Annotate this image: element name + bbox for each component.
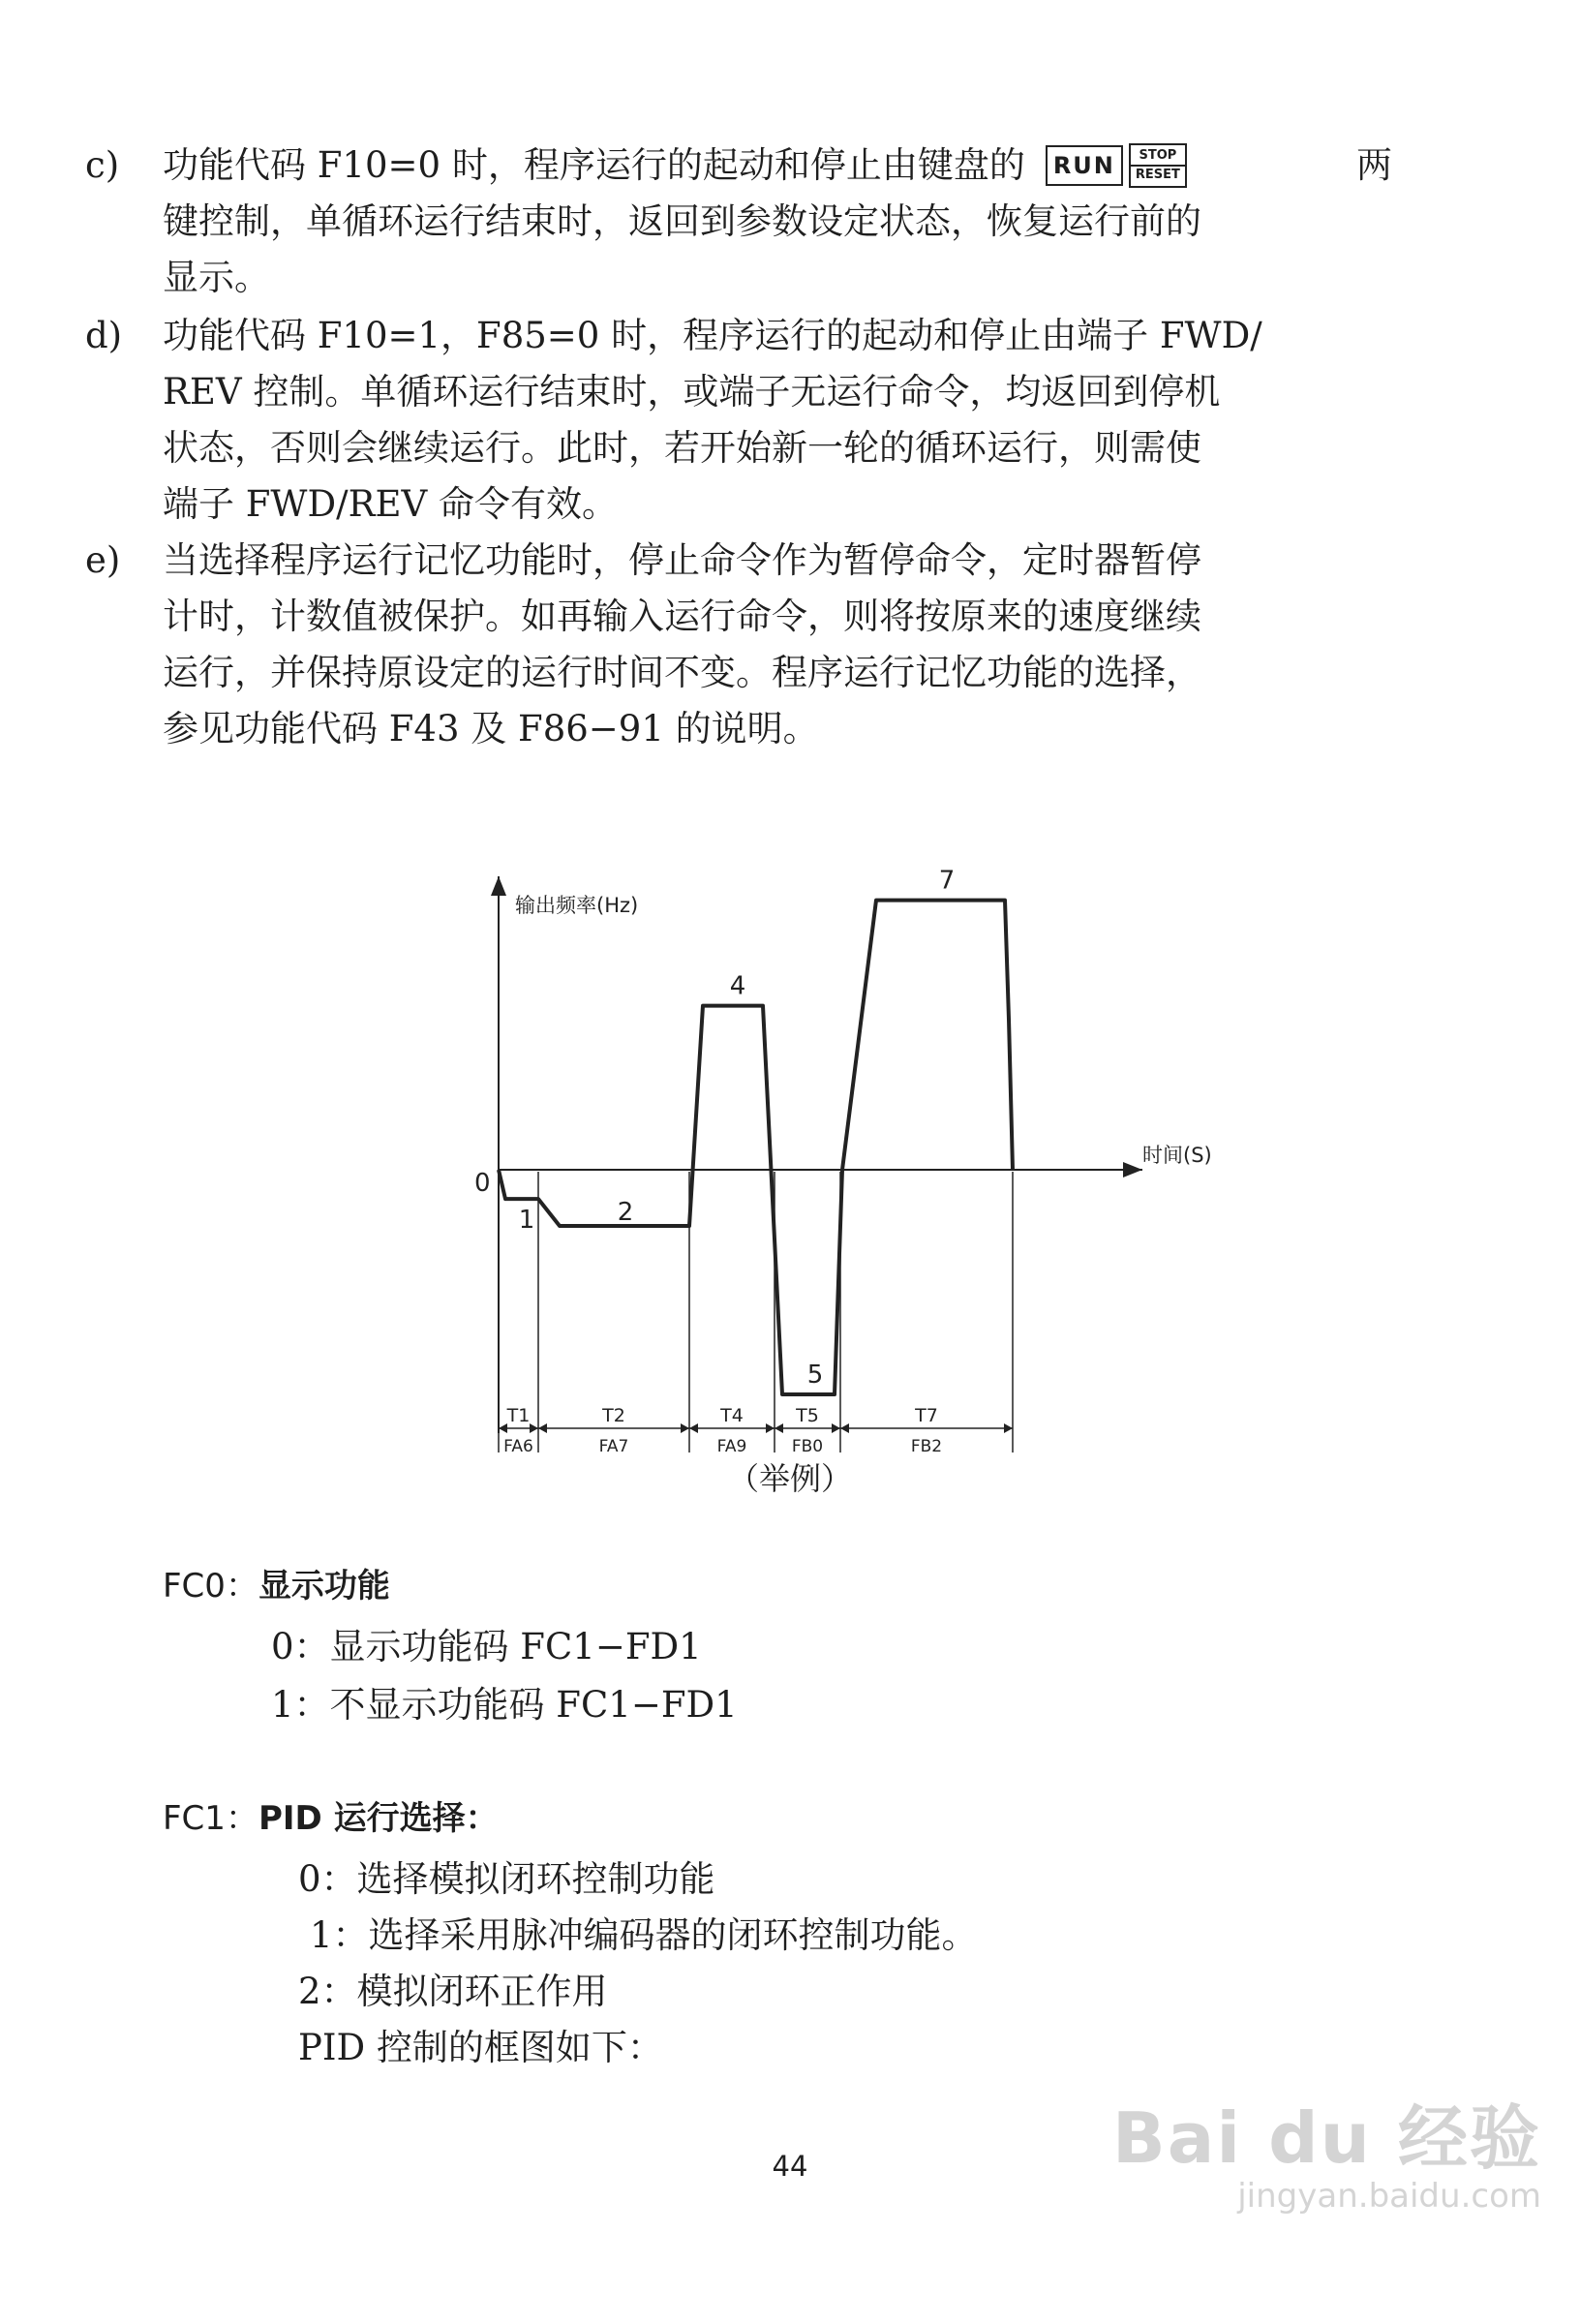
fc1-title: PID 运行选择： bbox=[258, 1799, 499, 1838]
period-arrowhead-left-T5 bbox=[775, 1423, 783, 1433]
fc1-separator: ： bbox=[225, 1799, 258, 1838]
code-label-FA9: FA9 bbox=[716, 1437, 747, 1456]
time-label-T1: T1 bbox=[506, 1405, 531, 1426]
page-number: 44 bbox=[772, 2150, 808, 2183]
period-arrowhead-right-T4 bbox=[766, 1423, 775, 1433]
paragraph-d-line-2: REV 控制。单循环运行结束时，或端子无运行命令，均返回到停机 bbox=[163, 371, 1221, 413]
time-label-T4: T4 bbox=[720, 1405, 744, 1426]
stop-key-label: STOP bbox=[1139, 148, 1177, 163]
paragraph-c-line-1-end: 两 bbox=[1356, 144, 1392, 186]
fc0-code: FC0 bbox=[163, 1567, 226, 1605]
paragraph-c-line-3: 显示。 bbox=[163, 257, 270, 298]
period-arrowhead-right-T7 bbox=[1004, 1423, 1013, 1433]
segment-label-1: 1 bbox=[518, 1206, 535, 1236]
baidu-watermark bbox=[1112, 2082, 1541, 2216]
watermark-url: jingyan.baidu.com bbox=[1237, 2177, 1541, 2216]
period-arrowhead-right-T2 bbox=[681, 1423, 689, 1433]
fc0-heading bbox=[163, 1559, 390, 1606]
paragraph-e-line-3: 运行，并保持原设定的运行时间不变。程序运行记忆功能的选择， bbox=[163, 652, 1201, 693]
time-label-T2: T2 bbox=[602, 1405, 625, 1426]
paragraph-c-line-1-text: 功能代码 F10=0 时，程序运行的起动和停止由键盘的 bbox=[163, 144, 1025, 186]
paragraph-d-line-3: 状态，否则会继续运行。此时，若开始新一轮的循环运行，则需使 bbox=[163, 427, 1201, 469]
paragraph-e-marker: e) bbox=[85, 539, 121, 581]
fc0-separator: ： bbox=[225, 1567, 258, 1605]
watermark-logo: Bai du 经验 bbox=[1111, 2097, 1541, 2179]
code-label-FA7: FA7 bbox=[598, 1437, 629, 1456]
x-axis-label: 时间(S) bbox=[1142, 1144, 1212, 1167]
paragraph-c-line-2: 键控制，单循环运行结束时，返回到参数设定状态，恢复运行前的 bbox=[163, 200, 1201, 242]
paragraph-d-line-1: 功能代码 F10=1，F85=0 时，程序运行的起动和停止由端子 FWD/ bbox=[163, 315, 1262, 356]
period-arrowhead-left-T7 bbox=[840, 1423, 849, 1433]
run-key-icon: RUN bbox=[1046, 145, 1123, 186]
period-arrowhead-right-T5 bbox=[832, 1423, 840, 1433]
fc1-heading bbox=[163, 1791, 499, 1839]
code-label-FB0: FB0 bbox=[791, 1437, 824, 1456]
paragraph-d-marker: d) bbox=[85, 315, 123, 356]
fc1-code: FC1 bbox=[163, 1799, 226, 1838]
period-arrowhead-left-T4 bbox=[689, 1423, 698, 1433]
paragraph-e-line-1: 当选择程序运行记忆功能时，停止命令作为暂停命令，定时器暂停 bbox=[163, 539, 1201, 581]
time-label-T7: T7 bbox=[915, 1405, 938, 1426]
paragraph-e-line-4: 参见功能代码 F43 及 F86−91 的说明。 bbox=[163, 708, 819, 749]
y-axis-label: 输出频率(Hz) bbox=[515, 894, 639, 917]
code-label-FA6: FA6 bbox=[503, 1437, 533, 1456]
fc0-option-1: 1：不显示功能码 FC1−FD1 bbox=[271, 1684, 738, 1726]
segment-label-2: 2 bbox=[617, 1198, 634, 1227]
period-arrowhead-left-T2 bbox=[538, 1423, 547, 1433]
segment-label-4: 4 bbox=[729, 971, 746, 1001]
fc0-title: 显示功能 bbox=[258, 1567, 390, 1605]
segment-label-5: 5 bbox=[806, 1361, 824, 1390]
paragraph-c-marker: c) bbox=[85, 144, 120, 186]
fc1-option-0: 0：选择模拟闭环控制功能 bbox=[298, 1858, 715, 1900]
paragraph-e-line-2: 计时，计数值被保护。如再输入运行命令，则将按原来的速度继续 bbox=[163, 596, 1201, 637]
paragraph-d-line-4: 端子 FWD/REV 命令有效。 bbox=[163, 483, 618, 525]
period-arrowhead-right-T1 bbox=[530, 1423, 538, 1433]
chart-caption: （举例） bbox=[727, 1460, 852, 1497]
fc1-option-1: 1：选择采用脉冲编码器的闭环控制功能。 bbox=[310, 1914, 978, 1956]
fc1-option-2: 2：模拟闭环正作用 bbox=[298, 1971, 608, 2012]
period-arrowhead-left-T1 bbox=[499, 1423, 507, 1433]
fc1-note: PID 控制的框图如下： bbox=[298, 2027, 663, 2068]
reset-key-label: RESET bbox=[1135, 168, 1180, 182]
time-label-T5: T5 bbox=[796, 1405, 819, 1426]
origin-label: 0 bbox=[474, 1169, 491, 1198]
frequency-waveform bbox=[499, 901, 1013, 1394]
fc0-option-0: 0：显示功能码 FC1−FD1 bbox=[271, 1626, 702, 1667]
segment-label-7: 7 bbox=[938, 866, 956, 896]
code-label-FB2: FB2 bbox=[910, 1437, 943, 1456]
